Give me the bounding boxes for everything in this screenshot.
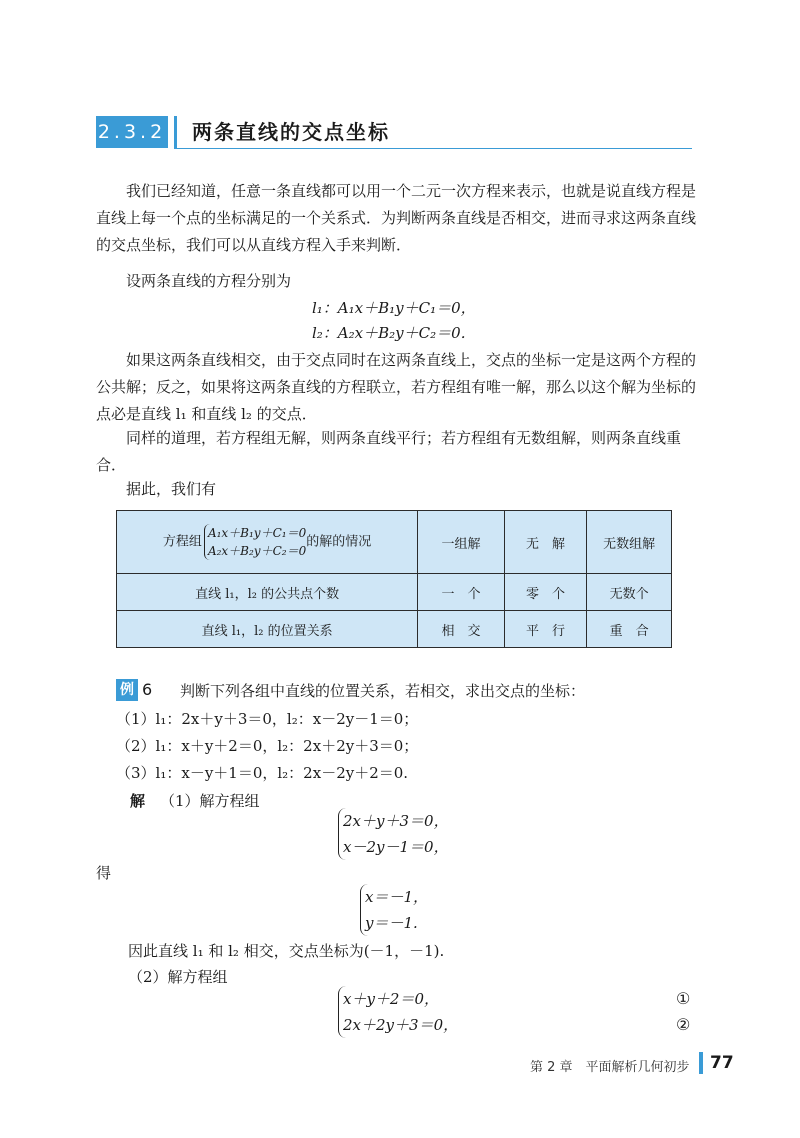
- table-cell: 相 交: [418, 611, 505, 648]
- system-eq: x＝－1，: [365, 888, 429, 906]
- system-eq: 2x＋2y＋3＝0，: [343, 1016, 459, 1034]
- system-eq: y＝－1.: [365, 914, 418, 932]
- intersection-paragraph: 如果这两条直线相交，由于交点同时在这两条直线上，交点的坐标一定是这两个方程的公共解；反之，如果将这两条直线的方程联立，若方程组有唯一解，那么以这个解为坐标的点必是直线 l₁ 和直线 l₂ 的交点．: [96, 351, 697, 423]
- table-cell: 一组解: [418, 511, 505, 574]
- example-item: （2）l₁：x＋y＋2＝0，l₂：2x＋2y＋3＝0；: [116, 737, 419, 755]
- table-sys-eq2: A₂x＋B₂y＋C₂＝0: [207, 544, 307, 558]
- equation-l1: l₁：A₁x＋B₁y＋C₁＝0，: [312, 299, 476, 317]
- solution-de: 得: [96, 864, 112, 882]
- example-item: （3）l₁：x－y＋1＝0，l₂：2x－2y＋2＝0.: [116, 764, 409, 782]
- table-row: [117, 574, 672, 611]
- section-number: 2.3.2: [96, 116, 168, 148]
- table-head-prefix: 方程组: [162, 534, 202, 550]
- solution-step2: （2）解方程组: [128, 968, 228, 986]
- table-head-cell: [117, 511, 418, 574]
- system-eq: x＋y＋2＝0，: [343, 990, 440, 1008]
- table-head-cell: 直线 l₁，l₂ 的位置关系: [117, 611, 418, 648]
- example-prompt: 判断下列各组中直线的位置关系，若相交，求出交点的坐标：: [180, 682, 586, 700]
- intro-paragraph: 我们已经知道，任意一条直线都可以用一个二元一次方程来表示，也就是说直线方程是直线上每一个点的坐标满足的一个关系式．为判断两条直线是否相交，进而寻求这两条直线的交点坐标，我们可以从直线方程入手来判断．: [96, 182, 697, 254]
- footer-accent-bar: [699, 1052, 703, 1074]
- example-item: （1）l₁：2x＋y＋3＝0，l₂：x－2y－1＝0；: [116, 710, 419, 728]
- equation-marker-2: ②: [676, 1015, 691, 1034]
- solution-conclusion: 因此直线 l₁ 和 l₂ 相交，交点坐标为(－1，－1).: [128, 942, 445, 960]
- section-heading: [96, 116, 692, 150]
- equation-l2: l₂：A₂x＋B₂y＋C₂＝0．: [312, 324, 476, 342]
- section-underline: [174, 148, 692, 149]
- table-head-cell: 直线 l₁，l₂ 的公共点个数: [117, 574, 418, 611]
- equation-marker-1: ①: [676, 989, 691, 1008]
- system-result: [360, 884, 428, 936]
- conclusion-lead: 据此，我们有: [126, 480, 217, 498]
- table-cell: 平 行: [504, 611, 587, 648]
- table-cell: 一 个: [418, 574, 505, 611]
- page-number: 77: [710, 1053, 734, 1073]
- table-head-system: [204, 524, 306, 560]
- table-cell: 零 个: [504, 574, 587, 611]
- solution-label: 解: [130, 792, 146, 810]
- section-divider: [174, 116, 177, 148]
- system-1: [338, 808, 449, 860]
- table-sys-eq1: A₁x＋B₁y＋C₁＝0: [207, 526, 307, 540]
- solution-step1: （1）解方程组: [160, 792, 260, 810]
- table-row: [117, 511, 672, 574]
- table-row: [117, 611, 672, 648]
- table-cell: 无数个: [587, 574, 672, 611]
- system-eq: 2x＋y＋3＝0，: [343, 812, 449, 830]
- table-cell: 无数组解: [587, 511, 672, 574]
- example-badge: 例: [116, 679, 138, 701]
- example-number: 6: [142, 680, 153, 699]
- section-title: 两条直线的交点坐标: [192, 120, 390, 144]
- table-head-suffix: 的解的情况: [306, 534, 372, 550]
- parallel-paragraph: 同样的道理，若方程组无解，则两条直线平行；若方程组有无数组解，则两条直线重合．: [96, 429, 682, 474]
- solution-position-table: [116, 510, 672, 648]
- system-eq: x－2y－1＝0，: [343, 838, 449, 856]
- setup-text: 设两条直线的方程分别为: [126, 272, 292, 290]
- table-cell: 无 解: [504, 511, 587, 574]
- system-2: [338, 986, 458, 1038]
- table-cell: 重 合: [587, 611, 672, 648]
- footer-chapter: 第 2 章 平面解析几何初步: [530, 1060, 690, 1075]
